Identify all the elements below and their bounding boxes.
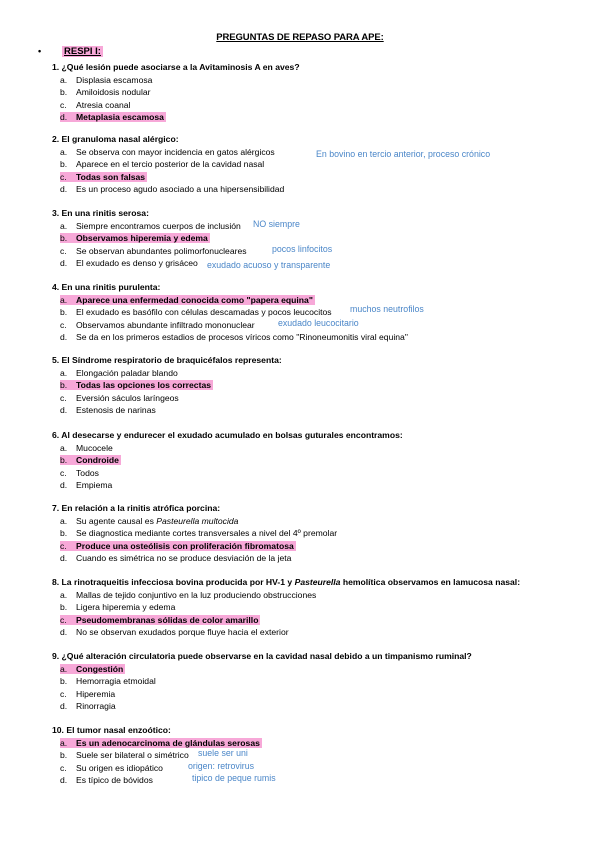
option-text: Aparece una enfermedad conocida como "papera equina": [76, 295, 313, 305]
option-letter: a.: [60, 590, 68, 600]
option-text: Metaplasia escamosa: [76, 111, 164, 122]
answer-option-correct: [0, 295, 600, 307]
option-text: Mallas de tejido conjuntivo en la luz produciendo obstrucciones: [76, 590, 317, 600]
option-letter: a.: [60, 147, 68, 157]
answer-option-correct: [0, 172, 600, 184]
option-letter: c.: [60, 615, 78, 625]
option-text: Empiema: [76, 479, 113, 490]
question-title: 9. ¿Qué alteración circulatoria puede observarse en la cavidad nasal debido a un timpanismo ruminal?: [52, 651, 472, 661]
answer-option: [0, 147, 600, 159]
option-letter: b.: [60, 750, 68, 761]
answer-option: [0, 480, 600, 492]
option-text: Siempre encontramos cuerpos de inclusión: [76, 221, 241, 231]
answer-option-correct: [0, 541, 600, 553]
option-text: Produce una osteólisis con proliferación fibromatosa: [76, 540, 294, 551]
option-text: Observamos hiperemia y edema: [76, 233, 208, 244]
question-title: 7. En relación a la rinitis atrófica porcina:: [52, 503, 221, 513]
answer-option-correct: [0, 738, 600, 750]
answer-option: [0, 393, 600, 405]
bullet-icon: •: [38, 46, 42, 56]
option-text: Condroide: [76, 455, 119, 466]
option-letter: d.: [60, 552, 68, 563]
handwritten-note: origen: retrovirus: [188, 761, 255, 771]
answer-option-correct: [0, 112, 600, 124]
answer-option: [0, 528, 600, 540]
answer-option: [0, 159, 600, 171]
answer-option-correct: [0, 664, 600, 676]
answer-option: [0, 602, 600, 614]
option-text: Todos: [76, 467, 99, 478]
option-letter: b.: [60, 159, 68, 170]
handwritten-note: En bovino en tercio anterior, proceso crónico: [316, 149, 491, 159]
answer-option: [0, 553, 600, 565]
option-letter: c.: [60, 172, 78, 182]
option-text: Estenosis de narinas: [76, 404, 156, 415]
option-text: Congestión: [76, 664, 124, 674]
answer-option: [0, 676, 600, 688]
option-text: Es un proceso agudo asociado a una hipersensibilidad: [76, 183, 285, 194]
option-text: Amiloidosis nodular: [76, 87, 151, 98]
answer-option: [0, 184, 600, 196]
option-letter: a.: [60, 443, 68, 453]
option-text: Rinorragia: [76, 700, 116, 711]
option-text: Todas las opciones los correctas: [76, 380, 212, 391]
answer-option: [0, 87, 600, 99]
question-title: 10. El tumor nasal enzoótico:: [52, 725, 171, 735]
answer-option: [0, 590, 600, 602]
option-letter: a.: [60, 295, 78, 305]
option-letter: d.: [60, 774, 68, 785]
option-text: Eversión sáculos laríngeos: [76, 392, 179, 403]
option-letter: b.: [60, 380, 78, 390]
handwritten-note: pocos linfocitos: [272, 244, 333, 254]
section-heading: [38, 46, 103, 57]
option-text: Hemorragia etmoidal: [76, 676, 156, 687]
option-letter: d.: [60, 112, 78, 122]
option-letter: b.: [60, 528, 68, 539]
option-letter: d.: [60, 479, 68, 490]
answer-option: [0, 468, 600, 480]
option-text: Su agente causal es Pasteurella multocida: [76, 516, 239, 526]
option-letter: d.: [60, 626, 68, 637]
option-letter: d.: [60, 257, 68, 268]
option-text: Pseudomembranas sólidas de color amarillo: [76, 614, 259, 625]
option-text: El exudado es basófilo con células descamadas y pocos leucocitos: [76, 307, 332, 318]
page-title: PREGUNTAS DE REPASO PARA APE:: [216, 32, 384, 43]
section-label: RESPI I:: [64, 46, 101, 57]
answer-option: [0, 750, 600, 762]
option-text: Displasia escamosa: [76, 75, 153, 85]
option-text: Es un adenocarcinoma de glándulas serosas: [76, 738, 260, 748]
handwritten-note: tipico de peque rumis: [192, 773, 276, 783]
answer-option: [0, 701, 600, 713]
question-title: 6. Al desecarse y endurecer el exudado acumulado en bolsas guturales encontramos:: [52, 430, 403, 440]
answer-option: [0, 627, 600, 639]
option-letter: c.: [60, 245, 67, 256]
handwritten-note: muchos neutrofilos: [350, 304, 424, 314]
option-text: Ligera hiperemia y edema: [76, 602, 176, 613]
option-letter: a.: [60, 738, 78, 748]
answer-option: [0, 221, 600, 233]
question-title: 2. El granuloma nasal alérgico:: [52, 134, 179, 144]
option-letter: d.: [60, 183, 68, 194]
option-letter: c.: [60, 688, 67, 699]
answer-option: [0, 443, 600, 455]
answer-option: [0, 516, 600, 528]
option-letter: b.: [60, 602, 68, 613]
option-letter: c.: [60, 541, 78, 551]
option-text: Observamos abundante infiltrado mononuclear: [76, 319, 255, 330]
handwritten-note: suele ser uni: [198, 748, 248, 758]
option-text: Elongación paladar blando: [76, 368, 178, 378]
handwritten-note: NO siempre: [253, 219, 300, 229]
option-text: Se observan abundantes polimorfonucleares: [76, 245, 247, 256]
option-text: El exudado es denso y grisáceo: [76, 257, 198, 268]
answer-option: [0, 332, 600, 344]
option-letter: a.: [60, 368, 68, 378]
answer-option: [0, 689, 600, 701]
option-text: Es típico de bóvidos: [76, 774, 153, 785]
answer-option-correct: [0, 455, 600, 467]
option-text: Atresia coanal: [76, 99, 131, 110]
answer-option: [0, 405, 600, 417]
option-text: No se observan exudados porque fluye hacia el exterior: [76, 626, 289, 637]
answer-option: [0, 763, 600, 775]
option-letter: b.: [60, 233, 78, 243]
option-letter: d.: [60, 700, 68, 711]
question-title: 4. En una rinitis purulenta:: [52, 282, 161, 292]
answer-option: [0, 775, 600, 787]
answer-option-correct: [0, 615, 600, 627]
option-text: Hiperemia: [76, 688, 116, 699]
option-letter: c.: [60, 392, 67, 403]
option-letter: c.: [60, 762, 67, 773]
option-letter: d.: [60, 331, 68, 342]
option-text: Se diagnostica mediante cortes transversales a nivel del 4º premolar: [76, 528, 338, 539]
question-title: 5. El Síndrome respiratorio de braquicéfalos representa:: [52, 355, 282, 365]
answer-option: [0, 75, 600, 87]
option-letter: b.: [60, 676, 68, 687]
option-letter: b.: [60, 87, 68, 98]
option-letter: a.: [60, 516, 68, 526]
option-letter: b.: [60, 455, 78, 465]
option-text: Aparece en el tercio posterior de la cavidad nasal: [76, 159, 265, 170]
handwritten-note: exudado acuoso y transparente: [207, 260, 331, 270]
option-text: Todas son falsas: [76, 171, 146, 182]
option-letter: c.: [60, 319, 67, 330]
question-title: 1. ¿Qué lesión puede asociarse a la Avitaminosis A en aves?: [52, 62, 300, 72]
answer-option-correct: [0, 380, 600, 392]
answer-option: [0, 368, 600, 380]
question-title: 8. La rinotraqueitis infecciosa bovina producida por HV-1 y Pasteurella hemolítica observamos en lamucosa nasal:: [52, 577, 521, 587]
option-text: Cuando es simétrica no se produce desviación de la jeta: [76, 552, 292, 563]
option-letter: a.: [60, 664, 78, 674]
option-letter: a.: [60, 75, 68, 85]
option-letter: d.: [60, 404, 68, 415]
option-letter: b.: [60, 307, 68, 318]
option-letter: c.: [60, 99, 67, 110]
option-text: Su origen es idiopático: [76, 762, 163, 773]
option-text: Mucocele: [76, 443, 113, 453]
option-text: Se da en los primeros estadios de procesos víricos como "Rinoneumonitis viral equina": [76, 331, 408, 342]
handwritten-note: exudado leucocitario: [278, 318, 359, 328]
option-letter: c.: [60, 467, 67, 478]
option-text: Se observa con mayor incidencia en gatos alérgicos: [76, 147, 275, 157]
answer-option: [0, 100, 600, 112]
option-text: Suele ser bilateral o simétrico: [76, 750, 189, 761]
option-letter: a.: [60, 221, 68, 231]
question-title: 3. En una rinitis serosa:: [52, 208, 149, 218]
